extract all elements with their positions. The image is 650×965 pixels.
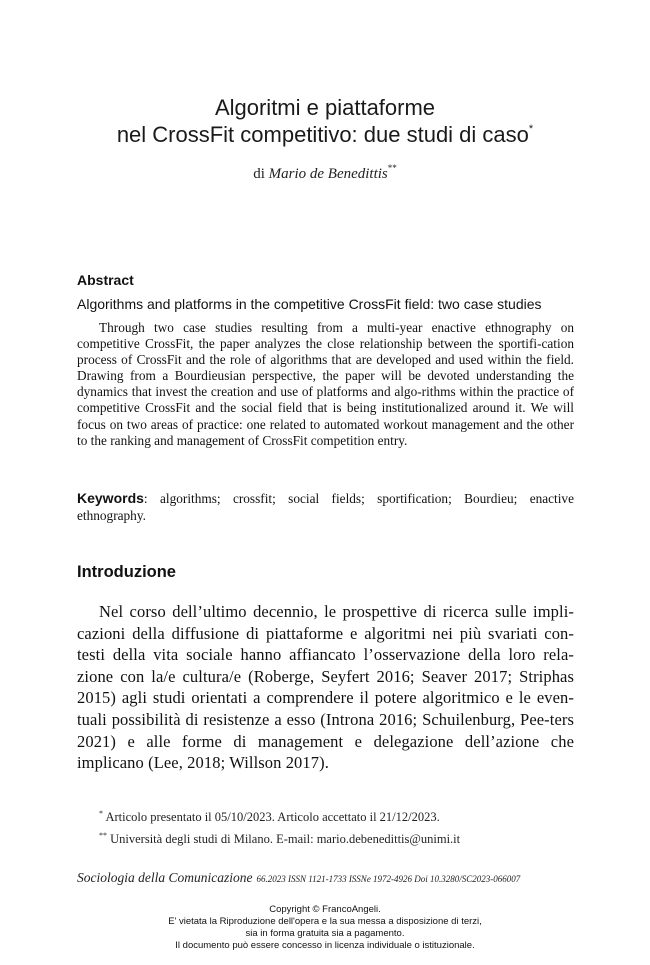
title-text-2: nel CrossFit competitivo: due studi di caso	[116, 122, 529, 147]
introduction-body: Nel corso dell’ultimo decennio, le prospettive di ricerca sulle impli-cazioni della diffusione di piattaforme e algoritmi nei più svariati con-testi della vita sociale hanno affiancato l’osservazione della loro rela-zione con la/e cultura/e (Roberge, Seyfert 2016; Seaver 2017; Striphas 2015) agli studi orientati a comprendere il potere algoritmico e le even-tuali possibilità di resistenze a esso (Introna 2016; Schuilenburg, Pee-ters 2021) e alle forme di management e delegazione dell’azione che implicano (Lee, 2018; Willson 2017).	[77, 602, 574, 773]
journal-citation	[77, 869, 577, 887]
copyright-line-3: sia in forma gratuita sia a pagamento.	[245, 928, 405, 939]
keywords	[77, 490, 574, 524]
copyright-line-4: Il documento può essere concesso in licenza individuale o istituzionale.	[175, 940, 475, 951]
title-footnote-marker[interactable]: *	[528, 123, 534, 135]
journal-name: Sociologia della Comunicazione	[77, 870, 253, 885]
author-byline	[70, 163, 580, 183]
title-text-1: Algoritmi e piattaforme	[214, 95, 436, 120]
copyright-line-1: Copyright © FrancoAngeli.	[269, 904, 381, 915]
author-name: Mario de Benedittis	[268, 166, 388, 182]
footnote-1-text: Articolo presentato il 05/10/2023. Articolo accettato il 21/12/2023.	[105, 810, 440, 824]
article-title-line-1	[70, 94, 580, 121]
introduction-heading: Introduzione	[77, 563, 176, 581]
journal-meta: 66.2023 ISSN 1121-1733 ISSNe 1972-4926 Doi 10.3280/SC2023-066007	[256, 874, 521, 884]
abstract-heading: Abstract	[77, 272, 134, 288]
footnote-1	[99, 810, 579, 825]
footnote-1-marker: *	[99, 809, 103, 818]
copyright-line-2: E' vietata la Riproduzione dell'opera e la sua messa a disposizione di terzi,	[168, 916, 482, 927]
author-footnote-marker[interactable]: **	[387, 163, 397, 173]
footnote-2-text[interactable]: Università degli studi di Milano. E-mail: mario.debenedittis@unimi.it	[110, 832, 461, 846]
keywords-label: Keywords	[77, 490, 144, 506]
abstract-title: Algorithms and platforms in the competitive CrossFit field: two case studies	[77, 296, 542, 312]
keywords-text: : algorithms; crossfit; social fields; sportification; Bourdieu; enactive ethnography.	[77, 491, 574, 523]
footnote-2-marker: **	[99, 831, 107, 840]
author-prefix: di	[253, 166, 265, 182]
abstract-body: Through two case studies resulting from a multi-year enactive ethnography on competitive CrossFit, the paper analyzes the close relationship between the sportifi-cation process of CrossFit and the role of algorithms that are developed and used within the field. Drawing from a Bourdieusian perspective, the paper will be devoted understanding the dynamics that invest the creation and use of platforms and algo-rithms within the practice of competitive CrossFit and the social field that is being institutionalized around it. We will focus on two areas of practice: one related to automated workout management and the other to the ranking and management of CrossFit competition entry.	[77, 320, 574, 448]
footnote-2	[99, 832, 579, 847]
article-title-line-2	[70, 121, 580, 148]
